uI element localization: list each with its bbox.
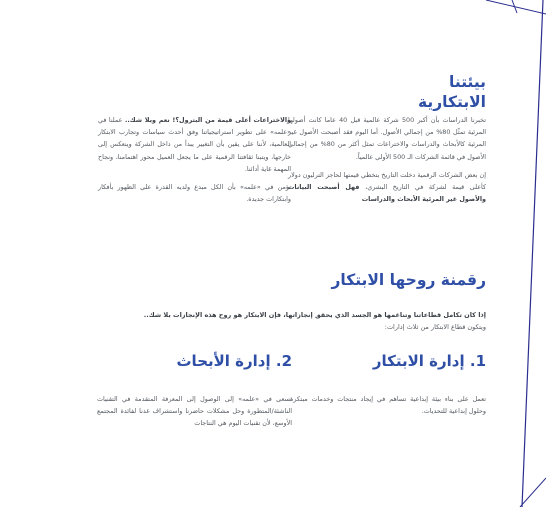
bottom-diagonal-line [520,478,546,507]
right-vertical-line [522,0,543,507]
paragraph-innovation-strategy [98,114,291,175]
paragraph-digital-companies [288,169,486,206]
digital-companies-text: إن بعض الشركات الرقمية دخلت التاريخ بتخطي قيمتها لحاجز الترليون دولار كأعلى قيمة لشركة في التاريخ البشري، [288,170,486,192]
top-diagonal-line [486,0,546,14]
paragraph-creativity-belief: نؤمن في «علمه» بأن الكل مبدع ولديه القدرة على الظهور بأفكار وابتكارات جديدة. [98,183,291,204]
innovation-tagline [40,310,486,322]
oil-value-answer: والاختراعات أعلى قيمة من البترول؟! نعم وبلا شك.. [124,116,291,124]
heading-innovation-management: 1. إدارة الابتكار [372,352,486,370]
heading-innovation-environment: بيئتنا الابتكارية [418,73,486,111]
innovation-management-text: تعمل على بناء بيئة إبداعية تساهم في إيجاد منتجات وخدمات مبتكرة وحلول إبداعية للتحديات. [290,395,486,416]
heading-research-management: 2. إدارة الأبحاث [176,352,292,370]
tagline-bold: إذا كان تكامل قطاعاتنا وتناغمها هو الجسد الذي يحقق إنجازاتها، فإن الابتكار هو روح هذه الإنجازات بلا شك.. [143,311,486,319]
strategy-text: عملنا في «علمه» على تطوير استراتيجياتنا وفق أحدث سياسات وتجارب الابتكار العالمية، لأننا على يقين بأن التغيير يبدأ من داخل الشركة وينعكس إلى خارجها، ويتبنا ثقافتنا الرقمية على ما يجعل العميل محور اهتمامنا، ونجاح المهمة غاية أدائنا. [98,116,291,173]
paragraph-assets-study: تخبرنا الدراسات بأن أكبر 500 شركة عالمية قبل 40 عاما كانت أصولها المرئية تمثّل 80% من إجمالي الأصول. أما اليوم فقد أصبحت الأصول غير المرئية كالأبحاث والدراسات والاختراعات تمثل أكثر من 80% من إجمالي الأصول في قائمة الشركات الـ 500 الأولى عالمياً. [288,116,487,161]
departments-intro: ويتكون قطاع الابتكار من ثلاث إدارات: [384,322,486,331]
research-management-text: نسعى في «علمه» إلى الوصول إلى المعرفة المتقدمة في التقنيات الناشئة/المتطورة وحل مشكلات حاضرنا واستشراف غدنا لفائدة المجتمع الأوسع، لأن تقنيات اليوم هي النتاجات [97,395,292,428]
invisible-assets-question: فهل أصبحت البيانات والأصول غير المرئية الأبحاث والدراسات [288,183,486,204]
heading-digitization: رقمنة روحها الابتكار [331,271,486,289]
